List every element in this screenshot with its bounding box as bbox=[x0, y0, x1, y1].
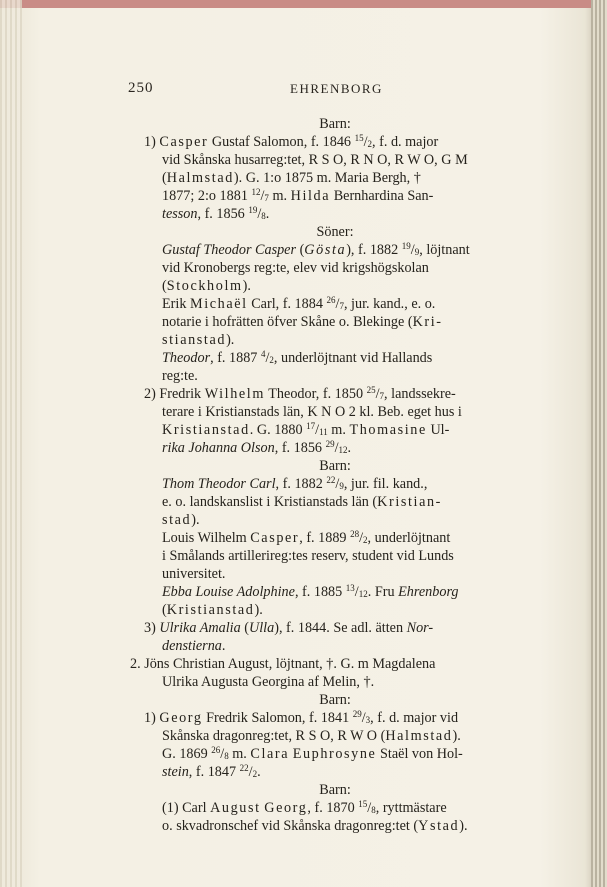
text-line: Erik Michaël Carl, f. 1884 $^{26}/_7$, jur. kand., e. o. bbox=[162, 295, 436, 312]
text-line: universitet. bbox=[162, 566, 226, 582]
text-line: e. o. landskanslist i Kristianstads län (Kristian- bbox=[162, 494, 442, 510]
text-line: stianstad). bbox=[162, 332, 235, 348]
section-heading: Barn: bbox=[319, 116, 351, 132]
text-line: (Kristianstad). bbox=[162, 602, 263, 618]
section-heading: Söner: bbox=[316, 224, 354, 240]
section-heading: Barn: bbox=[319, 458, 351, 474]
text-line: vid Kronobergs reg:te, elev vid krigshögskolan bbox=[162, 260, 429, 276]
section-heading: Barn: bbox=[319, 692, 351, 708]
text-line: 2) Fredrik Wilhelm Theodor, f. 1850 $^{25}/_7$, landssekre- bbox=[144, 385, 456, 402]
text-line: stad). bbox=[162, 512, 200, 528]
text-line: 2. Jöns Christian August, löjtnant, †. G. m Magdalena bbox=[130, 656, 436, 672]
text-line: tesson, f. 1856 $^{19}/_8$. bbox=[162, 205, 270, 222]
binding-edge bbox=[0, 0, 22, 887]
text-line: reg:te. bbox=[162, 368, 198, 384]
text-line: notarie i hofrätten öfver Skåne o. Blekinge (Kri- bbox=[162, 314, 443, 330]
section-heading: Barn: bbox=[319, 782, 351, 798]
text-line: stein, f. 1847 $^{22}/_2$. bbox=[162, 763, 261, 780]
text-line: Ulrika Augusta Georgina af Melin, †. bbox=[162, 674, 375, 690]
page-number: 250 bbox=[128, 80, 154, 96]
text-line: (Halmstad). G. 1:o 1875 m. Maria Bergh, † bbox=[162, 170, 421, 186]
text-line: Kristianstad. G. 1880 $^{17}/_{11}$ m. Thomasine Ul- bbox=[162, 421, 450, 438]
text-line: (Stockholm). bbox=[162, 278, 251, 294]
text-line: 1) Georg Fredrik Salomon, f. 1841 $^{29}/_3$, f. d. major vid bbox=[144, 709, 459, 726]
text-line: Thom Theodor Carl, f. 1882 $^{22}/_9$, jur. fil. kand., bbox=[162, 475, 428, 492]
text-line: vid Skånska husarreg:tet, R S O, R N O, R W O, G M bbox=[162, 152, 468, 168]
text-line: G. 1869 $^{26}/_8$ m. Clara Euphrosyne Staël von Hol- bbox=[162, 745, 463, 762]
text-line: terare i Kristianstads län, K N O 2 kl. Beb. eget hus i bbox=[162, 404, 462, 420]
text-line: o. skvadronschef vid Skånska dragonreg:tet (Ystad). bbox=[162, 818, 468, 834]
text-line: (1) Carl August Georg, f. 1870 $^{15}/_8$, ryttmästare bbox=[162, 799, 447, 816]
text-line: i Smålands artillerireg:tes reserv, student vid Lunds bbox=[162, 548, 454, 564]
page-fore-edge bbox=[591, 0, 607, 887]
text-line: Louis Wilhelm Casper, f. 1889 $^{28}/_2$, underlöjtnant bbox=[162, 529, 451, 546]
text-line: 1877; 2:o 1881 $^{12}/_7$ m. Hilda Bernhardina San- bbox=[162, 187, 434, 204]
page-top-edge bbox=[0, 0, 607, 8]
text-line: Ebba Louise Adolphine, f. 1885 $^{13}/_{12}$. Fru Ehrenborg bbox=[162, 583, 459, 600]
page-header bbox=[0, 80, 607, 100]
text-line: 1) Casper Gustaf Salomon, f. 1846 $^{15}/_2$, f. d. major bbox=[144, 133, 439, 150]
text-line: 3) Ulrika Amalia (Ulla), f. 1844. Se adl. ätten Nor- bbox=[144, 620, 434, 636]
text-line: Gustaf Theodor Casper (Gösta), f. 1882 $^{19}/_9$, löjtnant bbox=[162, 241, 470, 258]
text-line: Theodor, f. 1887 $^4/_2$, underlöjtnant vid Hallands bbox=[162, 349, 433, 366]
text-line: denstierna. bbox=[162, 638, 226, 654]
text-line: Skånska dragonreg:tet, R S O, R W O (Halmstad). bbox=[162, 728, 461, 744]
text-line: rika Johanna Olson, f. 1856 $^{29}/_{12}$. bbox=[162, 439, 352, 456]
running-title: EHRENBORG bbox=[290, 81, 383, 96]
